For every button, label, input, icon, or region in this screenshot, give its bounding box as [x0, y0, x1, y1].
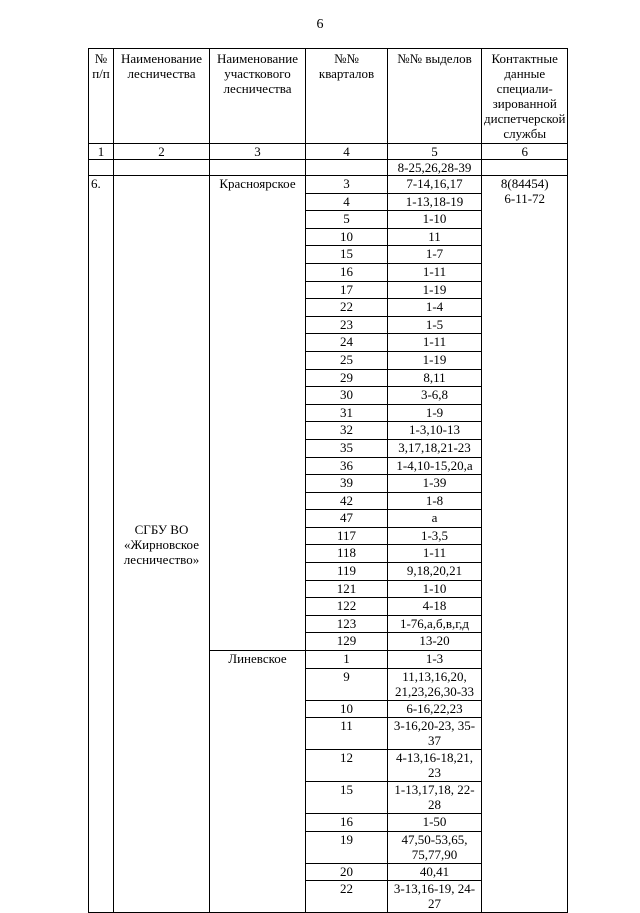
quarter-number: 17: [306, 281, 388, 299]
quarter-number: 15: [306, 782, 388, 814]
quarter-number: 20: [306, 863, 388, 881]
quarter-number: 9: [306, 668, 388, 700]
header-district: Наименование участкового лесничества: [210, 49, 306, 144]
section-numbers: а: [388, 510, 482, 528]
quarter-number: 36: [306, 457, 388, 475]
section-numbers: 1-39: [388, 475, 482, 493]
section-numbers: 3-16,20-23, 35-37: [388, 718, 482, 750]
section-numbers: 40,41: [388, 863, 482, 881]
section-numbers: 11: [388, 228, 482, 246]
section-numbers: 1-5: [388, 316, 482, 334]
section-numbers: 7-14,16,17: [388, 176, 482, 194]
quarter-number: 30: [306, 387, 388, 405]
column-number: 6: [482, 144, 568, 160]
section-numbers: 1-4,10-15,20,а: [388, 457, 482, 475]
forestry-name: СГБУ ВО «Жирновское лесничество»: [114, 176, 210, 913]
section-numbers: 6-16,22,23: [388, 700, 482, 718]
column-number: 5: [388, 144, 482, 160]
quarter-number: 117: [306, 527, 388, 545]
quarter-number: 11: [306, 718, 388, 750]
quarter-number: 12: [306, 750, 388, 782]
header-row: [89, 49, 568, 144]
quarter-number: 29: [306, 369, 388, 387]
quarter-number: 119: [306, 563, 388, 581]
column-number: 1: [89, 144, 114, 160]
section-numbers: 1-11: [388, 334, 482, 352]
column-number: 2: [114, 144, 210, 160]
forestry-table: [88, 48, 568, 913]
section-numbers: 1-11: [388, 545, 482, 563]
continuation-row: [89, 160, 568, 176]
page-number: 6: [316, 17, 324, 32]
quarter-number: 23: [306, 316, 388, 334]
section-numbers: 1-3: [388, 651, 482, 669]
section-numbers: 4-13,16-18,21, 23: [388, 750, 482, 782]
section-numbers: 1-10: [388, 580, 482, 598]
quarter-number: 32: [306, 422, 388, 440]
section-numbers: 1-11: [388, 263, 482, 281]
quarter-number: 24: [306, 334, 388, 352]
column-number: 4: [306, 144, 388, 160]
section-numbers: 3-13,16-19, 24-27: [388, 881, 482, 913]
section-numbers: 3,17,18,21-23: [388, 439, 482, 457]
section-numbers: 1-10: [388, 211, 482, 229]
quarter-number: 4: [306, 193, 388, 211]
section-numbers: 1-7: [388, 246, 482, 264]
header-contacts: Контактные данные специали-зированной диспетчерской службы: [482, 49, 568, 144]
table-row: [89, 176, 568, 194]
quarter-number: 42: [306, 492, 388, 510]
district-name: Линевское: [210, 651, 306, 913]
section-numbers: 1-13,18-19: [388, 193, 482, 211]
quarter-number: 22: [306, 299, 388, 317]
section-numbers: 1-9: [388, 404, 482, 422]
header-number: № п/п: [89, 49, 114, 144]
quarter-number: 15: [306, 246, 388, 264]
quarter-number: 47: [306, 510, 388, 528]
quarter-number: 10: [306, 700, 388, 718]
quarter-number: 35: [306, 439, 388, 457]
section-numbers: 1-76,а,б,в,г,д: [388, 615, 482, 633]
column-number: 3: [210, 144, 306, 160]
column-number-row: [89, 144, 568, 160]
section-numbers: 1-19: [388, 281, 482, 299]
quarter-number: 118: [306, 545, 388, 563]
section-numbers: 8,11: [388, 369, 482, 387]
quarter-number: 39: [306, 475, 388, 493]
quarter-number: 1: [306, 651, 388, 669]
section-numbers: 47,50-53,65, 75,77,90: [388, 831, 482, 863]
quarter-number: 16: [306, 263, 388, 281]
quarter-number: 22: [306, 881, 388, 913]
quarter-number: 10: [306, 228, 388, 246]
quarter-number: 5: [306, 211, 388, 229]
section-numbers: 9,18,20,21: [388, 563, 482, 581]
contact-cell: [482, 176, 568, 913]
section-numbers: 1-4: [388, 299, 482, 317]
section-numbers: 1-50: [388, 814, 482, 832]
section-numbers: 1-3,5: [388, 527, 482, 545]
quarter-number: 31: [306, 404, 388, 422]
quarter-number: 121: [306, 580, 388, 598]
quarter-number: 123: [306, 615, 388, 633]
quarter-number: 3: [306, 176, 388, 194]
sections-cell: 8-25,26,28-39: [388, 160, 482, 176]
entry-number: 6.: [89, 176, 114, 913]
contact-phone-code: 8(84454): [500, 176, 549, 191]
quarter-number: 19: [306, 831, 388, 863]
contact-phone-number: 6-11-72: [504, 191, 546, 206]
header-sections: №№ выделов: [388, 49, 482, 144]
section-numbers: 11,13,16,20, 21,23,26,30-33: [388, 668, 482, 700]
district-name: Красноярское: [210, 176, 306, 651]
header-forestry: Наименование лесничества: [114, 49, 210, 144]
section-numbers: 1-13,17,18, 22-28: [388, 782, 482, 814]
section-numbers: 1-19: [388, 351, 482, 369]
quarter-number: 122: [306, 598, 388, 616]
section-numbers: 3-6,8: [388, 387, 482, 405]
section-numbers: 1-8: [388, 492, 482, 510]
section-numbers: 1-3,10-13: [388, 422, 482, 440]
header-quarters: №№ кварталов: [306, 49, 388, 144]
quarter-number: 129: [306, 633, 388, 651]
section-numbers: 4-18: [388, 598, 482, 616]
section-numbers: 13-20: [388, 633, 482, 651]
quarter-number: 16: [306, 814, 388, 832]
quarter-number: 25: [306, 351, 388, 369]
